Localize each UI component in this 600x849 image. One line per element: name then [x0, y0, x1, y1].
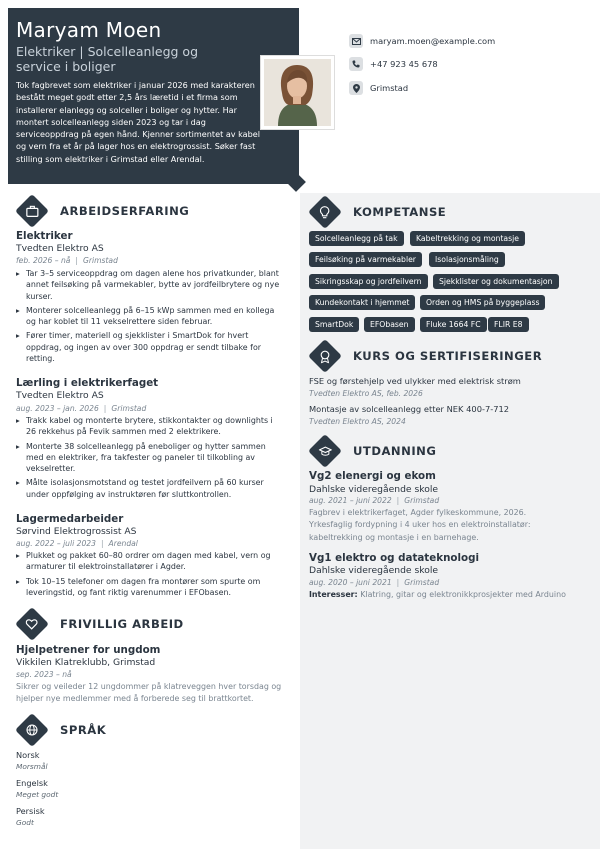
job-1-role: Elektriker [16, 230, 73, 242]
globe-icon [15, 713, 49, 747]
language-name: Engelsk [16, 778, 48, 788]
course-meta: Tvedten Elektro AS, feb. 2026 [309, 389, 423, 398]
lightbulb-icon [308, 195, 342, 229]
contact-location [349, 81, 408, 95]
section-experience-heading: ARBEIDSERFARING [14, 199, 189, 223]
skill-tag: Sjekklister og dokumentasjon [433, 274, 559, 289]
location-icon [349, 81, 363, 95]
volunteer-role: Hjelpetrener for ungdom [16, 644, 161, 656]
certificate-icon [308, 339, 342, 373]
location-text: Grimstad [370, 83, 409, 93]
course-title: Montasje av solcelleanlegg etter NEK 400-7-712 [309, 404, 510, 414]
skill-tag: EFObasen [364, 317, 415, 332]
volunteer-description: Sikrer og veileder 12 ungdommer på klatreveggen hver torsdag og hjelper nye medlemmer med å forberede seg til brattkortet. [16, 682, 282, 704]
language-level: Meget godt [16, 790, 59, 799]
job-2-org: Tvedten Elektro AS [16, 390, 104, 401]
language-level: Morsmål [16, 762, 48, 771]
job-1-meta: feb. 2026 – nå | Grimstad [16, 256, 118, 265]
list-item: ▸ Plukket og pakket 60–80 ordrer om dagen med kabel, vern og armaturer til elektroinstallatører i Agder. [16, 550, 284, 573]
language-name: Norsk [16, 750, 40, 760]
job-2-role: Lærling i elektrikerfaget [16, 377, 159, 389]
list-item: ▸ Trakk kabel og monterte brytere, stikkontakter og downlights i 26 rekkehus på Fevik sammen med 2 elektrikere. [16, 415, 284, 438]
job-3-meta: aug. 2022 – juli 2023 | Arendal [16, 539, 138, 548]
skill-tag: Kundekontakt i hjemmet [309, 295, 415, 310]
job-title: Elektriker | Solcelleanlegg og service i boliger [16, 44, 199, 74]
job-1-bullets [16, 268, 284, 367]
profile-photo [261, 56, 334, 129]
skill-tag: Solcelleanlegg på tak [309, 231, 404, 246]
briefcase-icon [15, 194, 49, 228]
section-skills-heading: KOMPETANSE [307, 200, 446, 224]
list-item: ▸ Fører timer, materiell og sjekklister i SmartDok for hvert oppdrag, og ingen av over 300 oppdrag er sendt tilbake for retting. [16, 330, 284, 364]
job-3-role: Lagermedarbeider [16, 513, 124, 525]
education-1-description: Fagbrev i elektrikerfaget, Agder fylkeskommune, 2026. Yrkesfaglig fordypning i 4 uker hos en elektroinstallatør: kabeltrekking og montasje i en barnehage. [309, 508, 531, 542]
skill-tag: SmartDok [309, 317, 359, 332]
education-2-school: Dahlske videregående skole [309, 565, 439, 576]
job-2-bullets [16, 415, 284, 503]
summary: Tok fagbrevet som elektriker i januar 2026 med karakteren bestått meget godt etter 2,5 års læretid i et firma som installerer elanlegg og solceller i boliger og hytter. Har montert solcelleanlegg siden 2023 og tar i dag serviceoppdrag på egen hånd. Kjenner sortimentet av kabel og vern fra et år på lager hos en elektrogrossist. Søker fast stilling som elektriker i Grimstad eller Arendal. [16, 80, 261, 164]
skill-tag: Feilsøking på varmekabler [309, 252, 422, 267]
education-2-meta: aug. 2020 – juni 2021 | Grimstad [309, 578, 440, 587]
list-item: ▸ Målte isolasjonsmotstand og testet jordfeilvern på 60 kurser under oppfølging av instruktøren før sluttkontrollen. [16, 477, 284, 500]
skill-tag: Fluke 1664 FC [420, 317, 487, 332]
section-education-heading: UTDANNING [307, 439, 436, 463]
language-name: Persisk [16, 806, 45, 816]
skill-tag: Sikringsskap og jordfeilvern [309, 274, 428, 289]
language-level: Godt [16, 818, 34, 827]
list-item: ▸ Tar 3–5 serviceoppdrag om dagen alene hos privatkunder, blant annet feilsøking på varmekabler, bytte av jordfeilbrytere og nye kurser. [16, 268, 284, 302]
volunteer-org: Vikkilen Klatreklubb, Grimstad [16, 657, 156, 668]
skill-tag: Kabeltrekking og montasje [410, 231, 525, 246]
graduation-cap-icon [308, 434, 342, 468]
header-card [8, 8, 299, 184]
job-3-org: Sørvind Elektrogrossist AS [16, 526, 137, 537]
section-languages-heading: SPRÅK [14, 718, 106, 742]
phone-text: +47 923 45 678 [370, 59, 438, 69]
section-courses-heading: KURS OG SERTIFISERINGER [307, 344, 542, 368]
volunteer-dates: sep. 2023 – nå [16, 670, 72, 679]
course-title: FSE og førstehjelp ved ulykker med elektrisk strøm [309, 376, 521, 386]
education-1-meta: aug. 2021 – juni 2022 | Grimstad [309, 496, 440, 505]
phone-icon [349, 57, 363, 71]
course-meta: Tvedten Elektro AS, 2024 [309, 417, 406, 426]
job-1-org: Tvedten Elektro AS [16, 243, 104, 254]
list-item: ▸ Monterte 38 solcelleanlegg på eneboliger og hytter sammen med en elektriker, fra takfester og paneler til tilkobling av vekselretter. [16, 441, 284, 475]
candidate-name: Maryam Moen [16, 18, 162, 42]
mail-icon [349, 34, 363, 48]
list-item: ▸ Tok 10–15 telefoner om dagen fra montører som spurte om leveringstid, og fant riktig varenummer i EFObasen. [16, 576, 284, 599]
email-text: maryam.moen@example.com [370, 36, 496, 46]
education-1-school: Dahlske videregående skole [309, 484, 439, 495]
skill-tag: Orden og HMS på byggeplass [420, 295, 545, 310]
education-2-degree: Vg1 elektro og datateknologi [309, 552, 479, 564]
job-3-bullets [16, 550, 284, 601]
contact-phone[interactable] [349, 57, 438, 71]
education-2-interests: Interesser: Klatring, gitar og elektronikkprosjekter med Arduino [309, 590, 566, 599]
skill-tag: Isolasjonsmåling [429, 252, 505, 267]
contact-email[interactable] [349, 34, 495, 48]
section-volunteer-heading: FRIVILLIG ARBEID [14, 612, 184, 636]
skill-tag: FLIR E8 [488, 317, 529, 332]
heart-hand-icon [15, 607, 49, 641]
list-item: ▸ Monterer solcelleanlegg på 6–15 kWp sammen med en kollega og har koblet til 11 vekselrettere siden februar. [16, 305, 284, 328]
job-2-meta: aug. 2023 – jan. 2026 | Grimstad [16, 404, 147, 413]
education-1-degree: Vg2 elenergi og ekom [309, 470, 436, 482]
